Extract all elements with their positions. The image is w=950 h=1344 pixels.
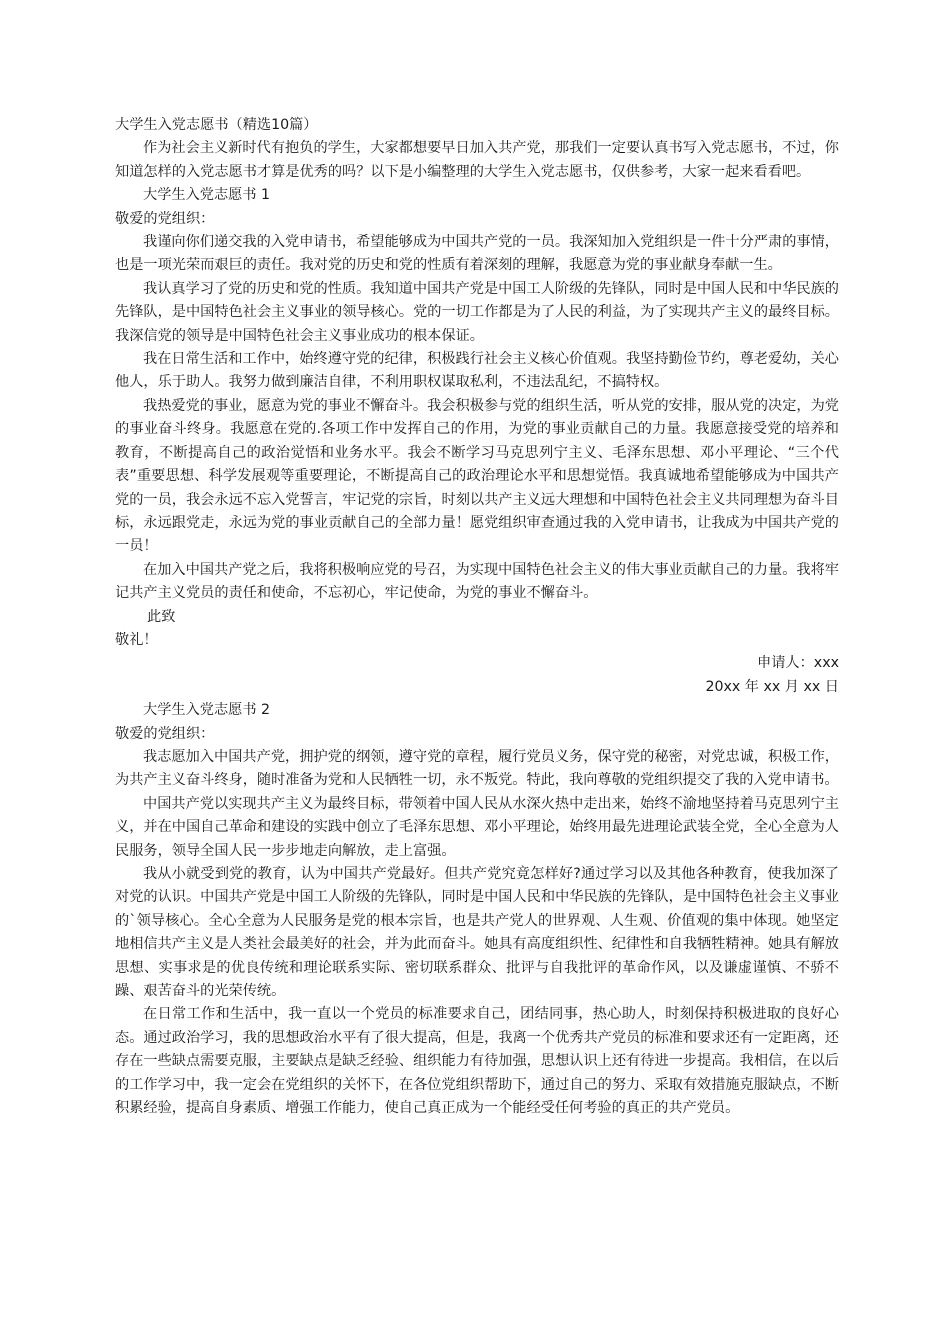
letter-1-paragraph-4: 我热爱党的事业，愿意为党的事业不懈奋斗。我会积极参与党的组织生活，听从党的安排，服从党的决定，为党的事业奋斗终身。我愿意在党的.各项工作中发挥自己的作用，为党的事业贡献自己的力量。我愿意接受党的培养和教育，不断提高自己的政治觉悟和业务水平。我会不断学习马克思列宁主义、毛泽东思想、邓小平理论、“三个代表”重要思想、科学发展观等重要理论，不断提高自己的政治理论水平和思想觉悟。我真诚地希望能够成为中国共产党的一员，我会永远不忘入党誓言，牢记党的宗旨，时刻以共产主义远大理想和中国特色社会主义共同理想为奋斗目标，永远跟党走，永远为党的事业贡献自己的全部力量！愿党组织审查通过我的入党申请书，让我成为中国共产党的一员！ bbox=[115, 397, 839, 555]
document-title: 大学生入党志愿书（精选10篇） bbox=[115, 117, 318, 133]
letter-1-closing-jingli: 敬礼！ bbox=[115, 631, 158, 648]
letter-2-paragraph-4: 在日常工作和生活中，我一直以一个党员的标准要求自己，团结同事，热心助人，时刻保持积极进取的良好心态。通过政治学习，我的思想政治水平有了很大提高，但是，我离一个优秀共产党员的标准和要求还有一定距离，还存在一些缺点需要克服，主要缺点是缺乏经验、组织能力有待加强，思想认识上还有待进一步提高。我相信，在以后的工作学习中，我一定会在党组织的关怀下，在各位党组织帮助下，通过自己的努力、采取有效措施克服缺点，不断积累经验，提高自身素质、增强工作能力，使自己真正成为一个能经受任何考验的真正的共产党员。 bbox=[115, 1006, 839, 1117]
letter-2-paragraph-1: 我志愿加入中国共产党，拥护党的纲领，遵守党的章程，履行党员义务，保守党的秘密，对党忠诚，积极工作，为共产主义奋斗终身，随时准备为党和人民牺牲一切，永不叛党。特此，我向尊敬的党组织提交了我的入党申请书。 bbox=[115, 748, 839, 789]
letter-1-paragraph-2: 我认真学习了党的历史和党的性质。我知道中国共产党是中国工人阶级的先锋队，同时是中国人民和中华民族的先锋队，是中国特色社会主义事业的领导核心。党的一切工作都是为了人民的利益，为了实现共产主义的最终目标。我深信党的领导是中国特色社会主义事业成功的根本保证。 bbox=[115, 280, 839, 344]
letter-1-paragraph-3: 我在日常生活和工作中，始终遵守党的纪律，积极践行社会主义核心价值观。我坚持勤俭节约，尊老爱幼，关心他人，乐于助人。我努力做到廉洁自律，不利用职权谋取私利，不违法乱纪，不搞特权。 bbox=[115, 351, 839, 391]
letter-2 bbox=[115, 699, 839, 1120]
letter-1-applicant: 申请人：xxx bbox=[757, 655, 839, 672]
document-page bbox=[115, 114, 839, 1120]
letter-1-paragraph-5: 在加入中国共产党之后，我将积极响应党的号召，为实现中国特色社会主义的伟大事业贡献自己的力量。我将牢记共产主义党员的责任和使命，不忘初心，牢记使命，为党的事业不懈奋斗。 bbox=[115, 561, 839, 602]
letter-1 bbox=[115, 184, 839, 699]
letter-1-salutation: 敬爱的党组织： bbox=[115, 210, 215, 227]
intro-paragraph: 作为社会主义新时代有抱负的学生，大家都想要早日加入共产党，那我们一定要认真书写入党志愿书，不过，你知道怎样的入党志愿书才算是优秀的吗？以下是小编整理的大学生入党志愿书，仅供参考，大家一起来看看吧。 bbox=[115, 140, 839, 180]
letter-1-paragraph-1: 我谨向你们递交我的入党申请书，希望能够成为中国共产党的一员。我深知加入党组织是一件十分严肃的事情，也是一项光荣而艰巨的责任。我对党的历史和党的性质有着深刻的理解，我愿意为党的事业献身奉献一生。 bbox=[115, 234, 839, 274]
letter-2-paragraph-2: 中国共产党以实现共产主义为最终目标，带领着中国人民从水深火热中走出来，始终不渝地坚持着马克思列宁主义，并在中国自己革命和建设的实践中创立了毛泽东思想、邓小平理论，始终用最先进理论武装全党，全心全意为人民服务，领导全国人民一步步地走向解放，走上富强。 bbox=[115, 795, 839, 859]
letter-2-heading: 大学生入党志愿书 2 bbox=[143, 702, 271, 719]
letter-1-date: 20xx 年 xx 月 xx 日 bbox=[705, 678, 839, 695]
letter-2-paragraph-3: 我从小就受到党的教育，认为中国共产党最好。但共产党究竟怎样好?通过学习以及其他各种教育，使我加深了对党的认识。中国共产党是中国工人阶级的先锋队，同时是中国人民和中华民族的先锋队，是中国特色社会主义事业的`领导核心。全心全意为人民服务是党的根本宗旨，也是共产党人的世界观、人生观、价值观的集中体现。她坚定地相信共产主义是人类社会最美好的社会，并为此而奋斗。她具有高度组织性、纪律性和自我牺牲精神。她具有解放思想、实事求是的优良传统和理论联系实际、密切联系群众、批评与自我批评的革命作风，以及谦虚谨慎、不骄不躁、艰苦奋斗的光荣传统。 bbox=[115, 866, 839, 1000]
letter-1-heading: 大学生入党志愿书 1 bbox=[143, 187, 271, 204]
letter-2-salutation: 敬爱的党组织： bbox=[115, 725, 215, 742]
letter-1-closing-cizhi: 此致 bbox=[147, 608, 176, 625]
